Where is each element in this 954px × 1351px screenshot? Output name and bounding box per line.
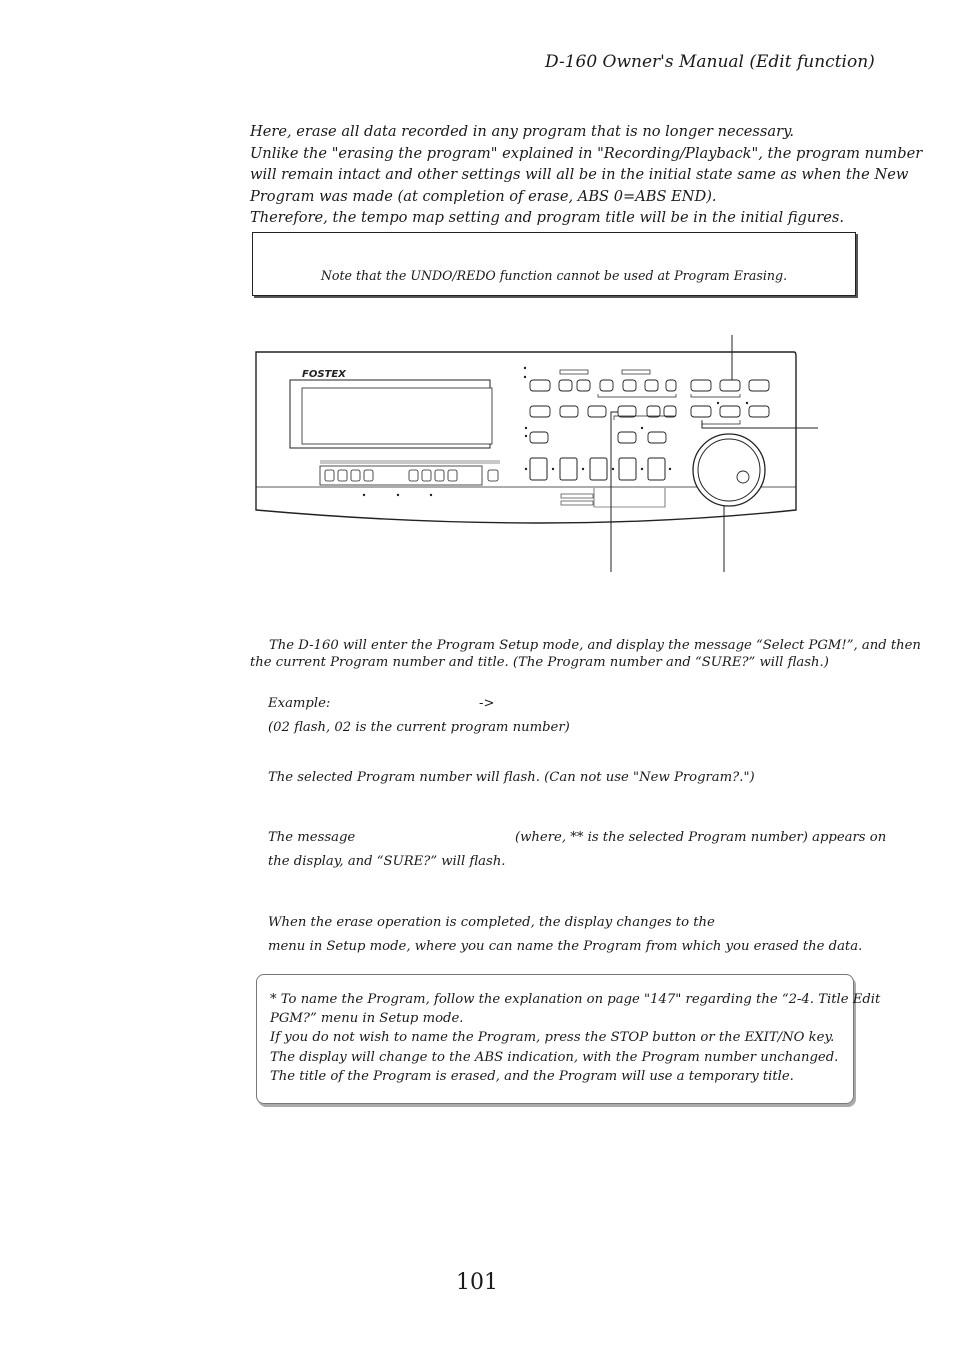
intro-line: will remain intact and other settings will all be in the initial state same as when the New <box>250 166 909 184</box>
tip-line: If you do not wish to name the Program, press the STOP button or the EXIT/NO key. <box>270 1030 835 1046</box>
step1-text <box>250 638 921 670</box>
intro-paragraph <box>250 121 923 229</box>
note-text: Note that the UNDO/REDO function cannot be used at Program Erasing. <box>320 268 788 283</box>
page-number: 101 <box>456 1270 498 1295</box>
tip-line: The display will change to the ABS indication, with the Program number unchanged. <box>270 1049 839 1065</box>
tip-line: * To name the Program, follow the explanation on page "147" regarding the “2-4. Title Edit <box>270 992 881 1007</box>
step4-text-line2: menu in Setup mode, where you can name the Program from which you erased the data. <box>268 939 863 954</box>
tip-line: The title of the Program is erased, and the Program will use a temporary title. <box>270 1068 794 1084</box>
step4-text-line1: When the erase operation is completed, the display changes to the <box>268 915 715 930</box>
page-header-title: D-160 Owner's Manual (Edit function) <box>545 52 875 72</box>
step3-text-line2: the display, and “SURE?” will flash. <box>268 854 506 869</box>
d160-front-panel-illustration <box>250 330 830 575</box>
intro-line: Here, erase all data recorded in any program that is no longer necessary. <box>250 123 795 140</box>
note-box <box>252 232 856 296</box>
example-label: Example: <box>268 696 331 711</box>
step2-text: The selected Program number will flash. (Can not use "New Program?.") <box>268 770 755 785</box>
intro-line: Program was made (at completion of erase, ABS 0=ABS END). <box>250 187 717 205</box>
example-arrow: -> <box>479 696 495 711</box>
example-note: (02 flash, 02 is the current program number) <box>268 720 570 735</box>
tip-box <box>256 974 881 1104</box>
step1-line: the current Program number and title. (The Program number and “SURE?” will flash.) <box>250 655 829 670</box>
step1-line: The D-160 will enter the Program Setup mode, and display the message “Select PGM!”, and then <box>269 638 921 653</box>
tip-text <box>270 990 880 1086</box>
step3-text-start: The message <box>268 830 356 845</box>
intro-line: Unlike the "erasing the program" explained in "Recording/Playback", the program number <box>250 144 923 162</box>
tip-line: PGM?” menu in Setup mode. <box>270 1011 464 1027</box>
step3-text-end: (where, ** is the selected Program number) appears on <box>515 830 887 845</box>
fostex-logo: FOSTEX <box>302 369 346 380</box>
intro-line: Therefore, the tempo map setting and program title will be in the initial figures. <box>250 209 845 227</box>
